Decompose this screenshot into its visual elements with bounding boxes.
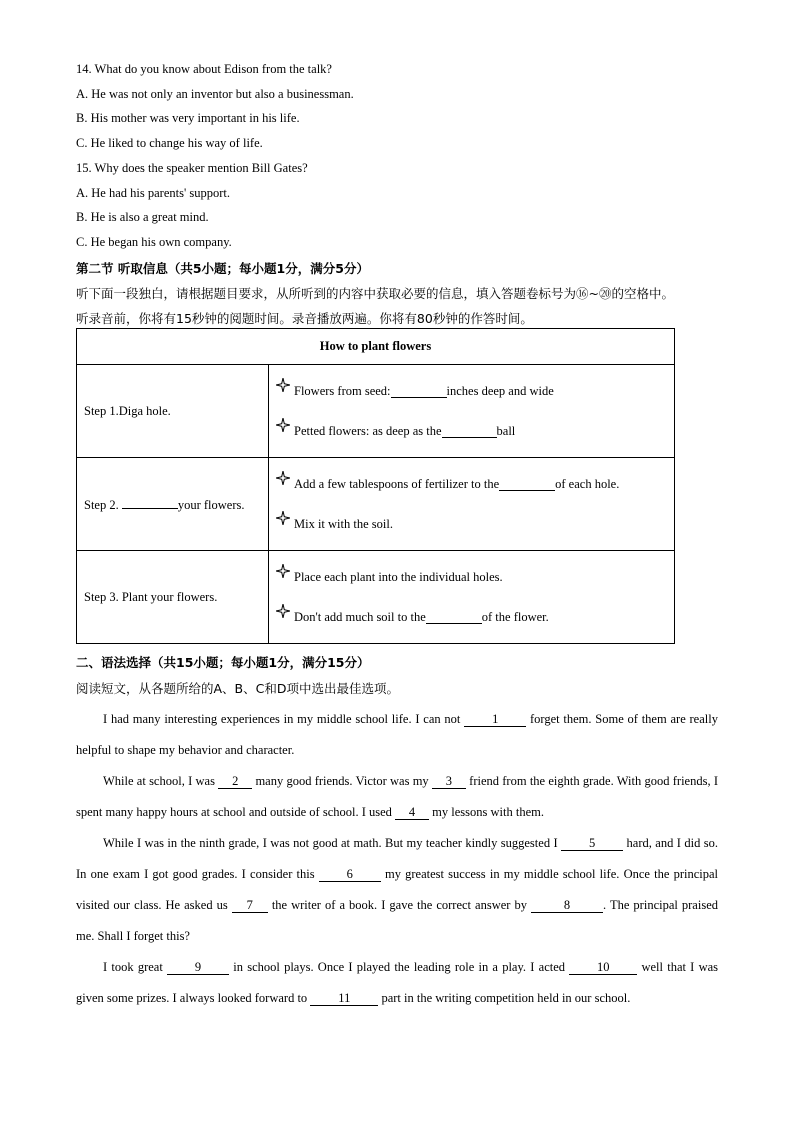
list-item — [276, 464, 667, 504]
step-cell — [77, 365, 269, 458]
blank-number: 3 — [432, 774, 466, 789]
details-cell — [269, 551, 675, 644]
flower-table — [76, 328, 675, 644]
bullet-text: Don't add much soil to the — [294, 609, 426, 624]
text: part in the writing competition held in our school. — [378, 991, 631, 1005]
four-point-star-icon — [276, 418, 290, 432]
text: I had many interesting experiences in my middle school life. I can not — [103, 712, 465, 726]
q14-option-a: A. He was not only an inventor but also a businessman. — [76, 87, 354, 101]
q15-option-b: B. He is also a great mind. — [76, 210, 209, 224]
paragraph-1 — [76, 704, 718, 766]
section2-title: 第二节 听取信息（共5小题；每小题1分，满分5分） — [76, 261, 369, 276]
blank-number: 6 — [319, 867, 381, 882]
blank-number: 1 — [464, 712, 526, 727]
bullet-text-after: inches deep and wide — [446, 383, 554, 398]
q15-option-c: C. He began his own company. — [76, 235, 232, 249]
bullet-text-after: of the flower. — [481, 609, 549, 624]
step-text: Step 3. Plant your flowers. — [84, 589, 218, 604]
bullet-text: Place each plant into the individual holes. — [294, 569, 503, 584]
text: hard, and I did so. In one exam I got good grades. I consider this — [76, 836, 718, 881]
text: . The principal praised me. Shall I forget this? — [76, 898, 718, 943]
four-point-star-icon — [276, 471, 290, 485]
q14-stem: 14. What do you know about Edison from the talk? — [76, 62, 332, 76]
answer-blank[interactable] — [499, 478, 555, 491]
bullet-text-after: of each hole. — [555, 476, 620, 491]
blank-number: 9 — [167, 960, 229, 975]
four-point-star-icon — [276, 378, 290, 392]
text: While I was in the ninth grade, I was not good at math. But my teacher kindly suggested I — [103, 836, 562, 850]
paragraph-4 — [76, 952, 718, 1014]
list-item — [276, 371, 667, 411]
bullet-text: Add a few tablespoons of fertilizer to the — [294, 476, 500, 491]
step-text-after: your flowers. — [177, 497, 245, 512]
four-point-star-icon — [276, 511, 290, 525]
text: While at school, I was — [103, 774, 219, 788]
list-item — [276, 504, 667, 544]
section2-instruction-1: 听下面一段独白，请根据题目要求，从所听到的内容中获取必要的信息，填入答题卷标号为⑯~⑳的空格中。 — [76, 286, 674, 301]
table-row — [77, 365, 675, 458]
bullet-text: Mix it with the soil. — [294, 516, 393, 531]
details-cell — [269, 458, 675, 551]
text: well that I was given some prizes. I always looked forward to — [76, 960, 719, 1005]
step-text: Step 1.Diga hole. — [84, 403, 171, 418]
list-item — [276, 597, 667, 637]
four-point-star-icon — [276, 564, 290, 578]
answer-blank[interactable] — [122, 496, 178, 509]
list-item — [276, 411, 667, 451]
table-row — [77, 458, 675, 551]
q14-option-c: C. He liked to change his way of life. — [76, 136, 263, 150]
text: I took great — [103, 960, 168, 974]
text: in school plays. Once I played the leading role in a play. I acted — [229, 960, 570, 974]
q14-option-b: B. His mother was very important in his life. — [76, 111, 300, 125]
passage — [76, 704, 718, 1014]
table-title: How to plant flowers — [77, 329, 675, 365]
four-point-star-icon — [276, 604, 290, 618]
grammar-section-title: 二、语法选择（共15小题；每小题1分，满分15分） — [76, 655, 370, 670]
bullet-text: Flowers from seed: — [294, 383, 391, 398]
blank-number: 8 — [531, 898, 603, 913]
text: forget them. Some of them are really helpful to shape my behavior and character. — [76, 712, 718, 757]
table-row — [77, 551, 675, 644]
text: my lessons with them. — [429, 805, 544, 819]
step-cell — [77, 551, 269, 644]
blank-number: 7 — [232, 898, 268, 913]
details-cell — [269, 365, 675, 458]
grammar-instruction: 阅读短文，从各题所给的A、B、C和D项中选出最佳选项。 — [76, 681, 399, 696]
answer-blank[interactable] — [442, 425, 497, 438]
paragraph-3 — [76, 828, 718, 952]
list-item — [276, 557, 667, 597]
blank-number: 5 — [561, 836, 623, 851]
blank-number: 11 — [310, 991, 378, 1006]
bullet-text-after: ball — [496, 423, 516, 438]
text: my greatest success in my middle school life. Once the principal visited our class. He asked us — [76, 867, 719, 912]
blank-number: 10 — [569, 960, 637, 975]
paragraph-2 — [76, 766, 718, 828]
step-cell — [77, 458, 269, 551]
q15-option-a: A. He had his parents' support. — [76, 186, 230, 200]
blank-number: 4 — [395, 805, 429, 820]
q15-stem: 15. Why does the speaker mention Bill Gates? — [76, 161, 308, 175]
text: friend from the eighth grade. With good friends, I spent many happy hours at school and outside of school. I used — [76, 774, 718, 819]
answer-blank[interactable] — [391, 385, 447, 398]
bullet-text: Petted flowers: as deep as the — [294, 423, 442, 438]
step-text: Step 2. — [84, 497, 122, 512]
section2-instruction-2: 听录音前，你将有15秒钟的阅题时间。录音播放两遍。你将有80秒钟的作答时间。 — [76, 311, 533, 326]
answer-blank[interactable] — [426, 611, 482, 624]
blank-number: 2 — [218, 774, 252, 789]
text: many good friends. Victor was my — [252, 774, 432, 788]
text: the writer of a book. I gave the correct answer by — [267, 898, 532, 912]
